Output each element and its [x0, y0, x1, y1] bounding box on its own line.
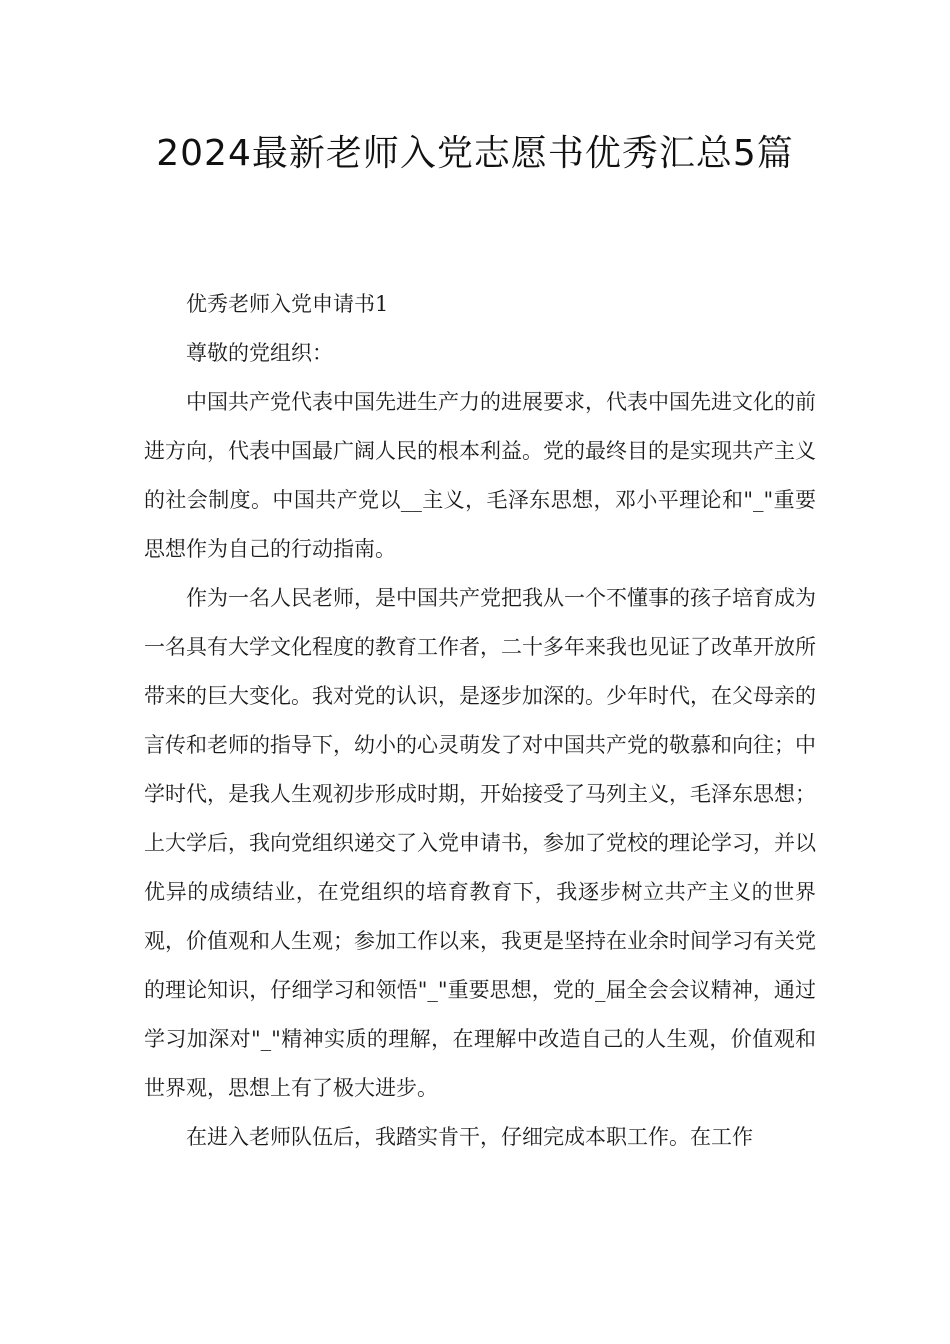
document-body: [144, 280, 816, 1162]
document-title: 2024最新老师入党志愿书优秀汇总5篇: [156, 133, 794, 174]
body-paragraph-2: 作为一名人民老师，是中国共产党把我从一个不懂事的孩子培育成为一名具有大学文化程度的教育工作者，二十多年来我也见证了改革开放所带来的巨大变化。我对党的认识，是逐步加深的。少年时代，在父母亲的言传和老师的指导下，幼小的心灵萌发了对中国共产党的敬慕和向往；中学时代，是我人生观初步形成时期，开始接受了马列主义，毛泽东思想；上大学后，我向党组织递交了入党申请书，参加了党校的理论学习，并以优异的成绩结业，在党组织的培育教育下，我逐步树立共产主义的世界观，价值观和人生观；参加工作以来，我更是坚持在业余时间学习有关党的理论知识，仔细学习和领悟"_"重要思想，党的_届全会会议精神，通过学习加深对"_"精神实质的理解，在理解中改造自己的人生观，价值观和世界观，思想上有了极大进步。: [144, 586, 816, 1100]
section-heading: 优秀老师入党申请书1: [186, 292, 389, 316]
body-paragraph-1: 中国共产党代表中国先进生产力的进展要求，代表中国先进文化的前进方向，代表中国最广阔人民的根本利益。党的最终目的是实现共产主义的社会制度。中国共产党以__主义，毛泽东思想，邓小平理论和"_"重要思想作为自己的行动指南。: [144, 390, 816, 561]
body-paragraph-3: 在进入老师队伍后，我踏实肯干，仔细完成本职工作。在工作: [186, 1125, 753, 1149]
salutation: 尊敬的党组织：: [186, 341, 333, 365]
